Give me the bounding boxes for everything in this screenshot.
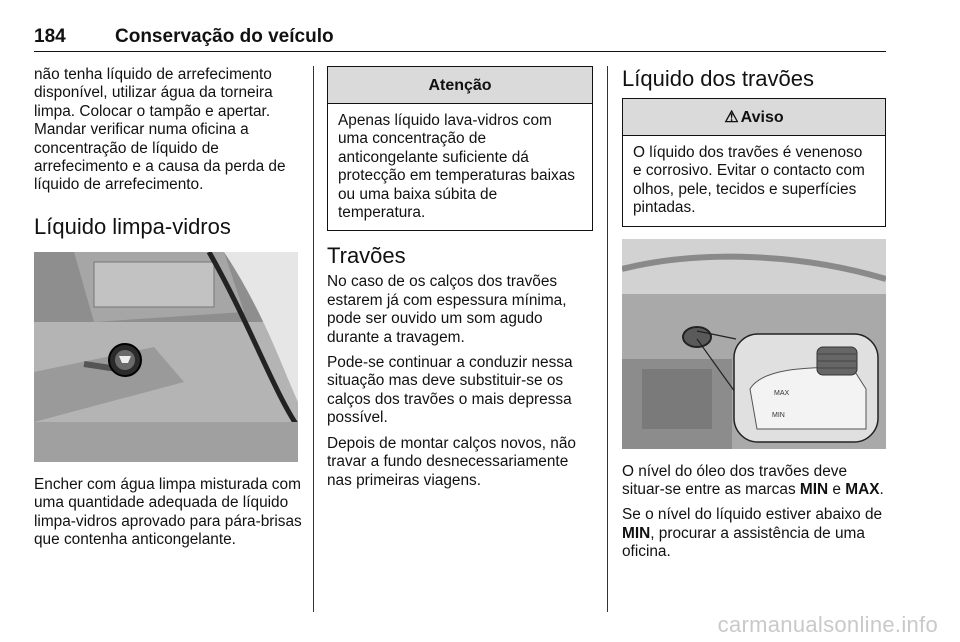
page-number: 184	[34, 26, 66, 47]
section-heading-washer-fluid: Líquido limpa-vidros	[34, 213, 231, 239]
brakes-paragraph: Depois de montar calços novos, não travar a fundo desnecessariamente nas primeiras viagens.	[327, 434, 576, 489]
washer-fluid-photo	[34, 252, 298, 462]
chapter-title: Conservação do veículo	[115, 26, 334, 47]
attention-text: Apenas líquido lava-vidros com uma concentração de anticongelante suficiente dá protecção em temperaturas baixas ou uma baixa súbita de temperatura.	[338, 112, 575, 222]
watermark: carmanualsonline.info	[717, 612, 938, 637]
brake-fluid-level-paragraph	[622, 463, 886, 500]
column-divider	[313, 66, 314, 612]
column-right	[622, 66, 886, 569]
column-middle	[327, 66, 593, 497]
text-fragment: O nível do óleo dos travões deve situar-se entre as marcas	[622, 462, 848, 499]
warning-text: O líquido dos travões é venenoso e corrosivo. Evitar o contacto com olhos, pele, tecidos e superfícies pintadas.	[633, 144, 865, 217]
warning-title: Aviso	[740, 109, 784, 126]
attention-title: Atenção	[328, 67, 592, 104]
washer-fluid-instruction: Encher com água limpa misturada com uma quantidade adequada de líquido limpa-vidros aprovado para pára-brisas que contenha anticongelante.	[34, 475, 302, 549]
brakes-paragraph: Pode-se continuar a conduzir nessa situação mas deve substituir-se os calços dos travões o mais depressa possível.	[327, 354, 573, 427]
max-mark-label: MAX	[774, 389, 790, 397]
min-mark-label: MIN	[772, 411, 785, 419]
text-fragment: e	[828, 481, 846, 499]
text-fragment: , procurar a assistência de uma oficina.	[622, 524, 865, 561]
min-mark-text: MIN	[799, 481, 829, 499]
text-fragment: Se o nível do líquido estiver abaixo de	[622, 506, 883, 524]
warning-box	[622, 98, 886, 227]
brakes-paragraph: No caso de os calços dos travões estarem já com espessura mínima, pode ser ouvido um som agudo durante a travagem.	[327, 273, 567, 346]
warning-header	[623, 99, 885, 136]
section-heading-brake-fluid: Líquido dos travões	[622, 66, 815, 91]
warning-triangle-icon: ⚠	[724, 109, 739, 126]
max-mark-text: MAX	[845, 481, 880, 499]
column-divider	[607, 66, 608, 612]
page-header	[34, 18, 886, 52]
column-left	[34, 66, 302, 556]
min-mark-text: MIN	[622, 524, 651, 542]
brake-fluid-reservoir-photo	[622, 239, 886, 449]
attention-box	[327, 66, 593, 231]
intro-paragraph: não tenha líquido de arrefecimento disponível, utilizar água da torneira limpa. Colocar o tampão e apertar. Mandar verificar numa oficina a concentração de líquido de arrefecimento e a causa da perda de líquido de arrefecimento.	[34, 66, 286, 194]
washer-fluid-cap-icon	[109, 344, 141, 376]
text-fragment: .	[879, 481, 884, 499]
section-heading-brakes: Travões	[327, 243, 406, 269]
brake-fluid-low-paragraph	[622, 506, 886, 561]
